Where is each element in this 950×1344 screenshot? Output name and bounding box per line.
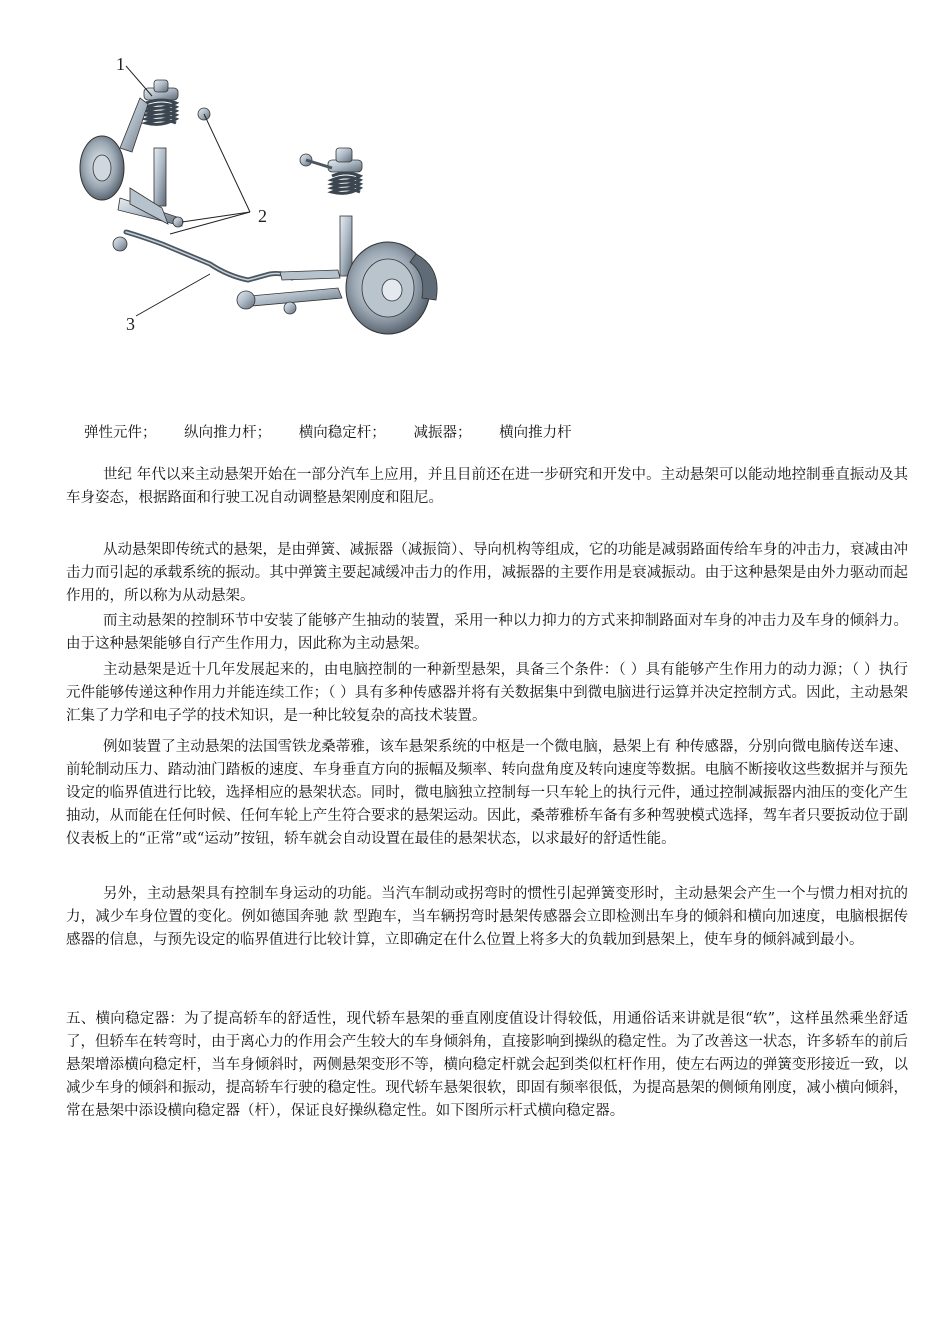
paragraph-intro: 世纪 年代以来主动悬架开始在一部分汽车上应用，并且目前还在进一步研究和开发中。主动悬架可以能动地控制垂直振动及其车身姿态，根据路面和行驶工况自动调整悬架刚度和阻尼。 <box>66 467 908 506</box>
paragraph-body-motion: 另外，主动悬架具有控制车身运动的功能。当汽车制动或拐弯时的惯性引起弹簧变形时，主动悬架会产生一个与惯力相对抗的力，减少车身位置的变化。例如德国奔驰 款 型跑车，当车辆拐弯时悬架传感器会立即检测出车身的倾斜和横向加速度，电脑根据传感器的信息，与预先设定的临界值进行比较计算，立即确定在什么位置上将多大的负载加到悬架上，使车身的倾斜减到最小。 <box>66 886 908 948</box>
paragraph-conditions: 主动悬架是近十几年发展起来的，由电脑控制的一种新型悬架，具备三个条件：（ ）具有能够产生作用力的动力源；（ ）执行元件能够传递这种作用力并能连续工作；（ ）具有多种传感器并将有关数据集中到微电脑进行运算并决定控制方式。因此，主动悬架汇集了力学和电子学的技术知识，是一种比较复杂的高技术装置。 <box>66 662 908 724</box>
figure-caption: 弹性元件； 纵向推力杆； 横向稳定杆； 减振器； 横向推力杆 <box>84 425 572 441</box>
right-brake-disc <box>346 242 437 334</box>
suspension-figure <box>70 48 450 348</box>
figure-label-1: 1 <box>116 54 125 74</box>
right-spring-strut <box>300 148 362 276</box>
paragraph-citroen-example: 例如装置了主动悬架的法国雪铁龙桑蒂雅，该车悬架系统的中枢是一个微电脑，悬架上有 种传感器，分别向微电脑传送车速、前轮制动压力、踏动油门踏板的速度、车身垂直方向的振幅及频率、转向盘角度及转向速度等数据。电脑不断接收这些数据并与预先设定的临界值进行比较，选择相应的悬架状态。同时，微电脑独立控制每一只车轮上的执行元件，通过控制减振器内油压的变化产生抽动，从而能在任何时候、任何车轮上产生符合要求的悬架运动。因此，桑蒂雅桥车备有多种驾驶模式选择，驾车者只要扳动位于副仪表板上的“正常”或“运动”按钮，轿车就会自动设置在最佳的悬架状态，以求最好的舒适性能。 <box>66 739 908 847</box>
paragraph-passive-suspension: 从动悬架即传统式的悬架，是由弹簧、减振器（减振筒）、导向机构等组成，它的功能是减弱路面传给车身的冲击力，衰减由冲击力而引起的承载系统的振动。其中弹簧主要起减缓冲击力的作用，减振器的主要作用是衰减振动。由于这种悬架是由外力驱动而起作用的，所以称为从动悬架。 <box>66 542 908 604</box>
left-wheel-hub <box>80 136 124 200</box>
left-spring-strut <box>144 80 210 206</box>
figure-label-2: 2 <box>258 206 267 226</box>
figure-label-3: 3 <box>126 314 135 334</box>
paragraph-stabilizer: 五、横向稳定器：为了提高轿车的舒适性，现代轿车悬架的垂直刚度值设计得较低，用通俗话来讲就是很“软”，这样虽然乘坐舒适了，但轿车在转弯时，由于离心力的作用会产生较大的车身倾斜角，直接影响到操纵的稳定性。为了改善这一状态，许多轿车的前后悬架增添横向稳定杆，当车身倾斜时，两侧悬架变形不等，横向稳定杆就会起到类似杠杆作用，使左右两边的弹簧变形接近一致，以减少车身的倾斜和振动，提高轿车行驶的稳定性。现代轿车悬架很软，即固有频率很低，为提高悬架的侧倾角刚度，减小横向倾斜，常在悬架中添设横向稳定器（杆），保证良好操纵稳定性。如下图所示杆式横向稳定器。 <box>66 1011 908 1119</box>
stabilizer-bar <box>126 232 292 280</box>
paragraph-active-suspension: 而主动悬架的控制环节中安装了能够产生抽动的装置，采用一种以力抑力的方式来抑制路面对车身的冲击力及车身的倾斜力。由于这种悬架能够自行产生作用力，因此称为主动悬架。 <box>66 613 908 652</box>
